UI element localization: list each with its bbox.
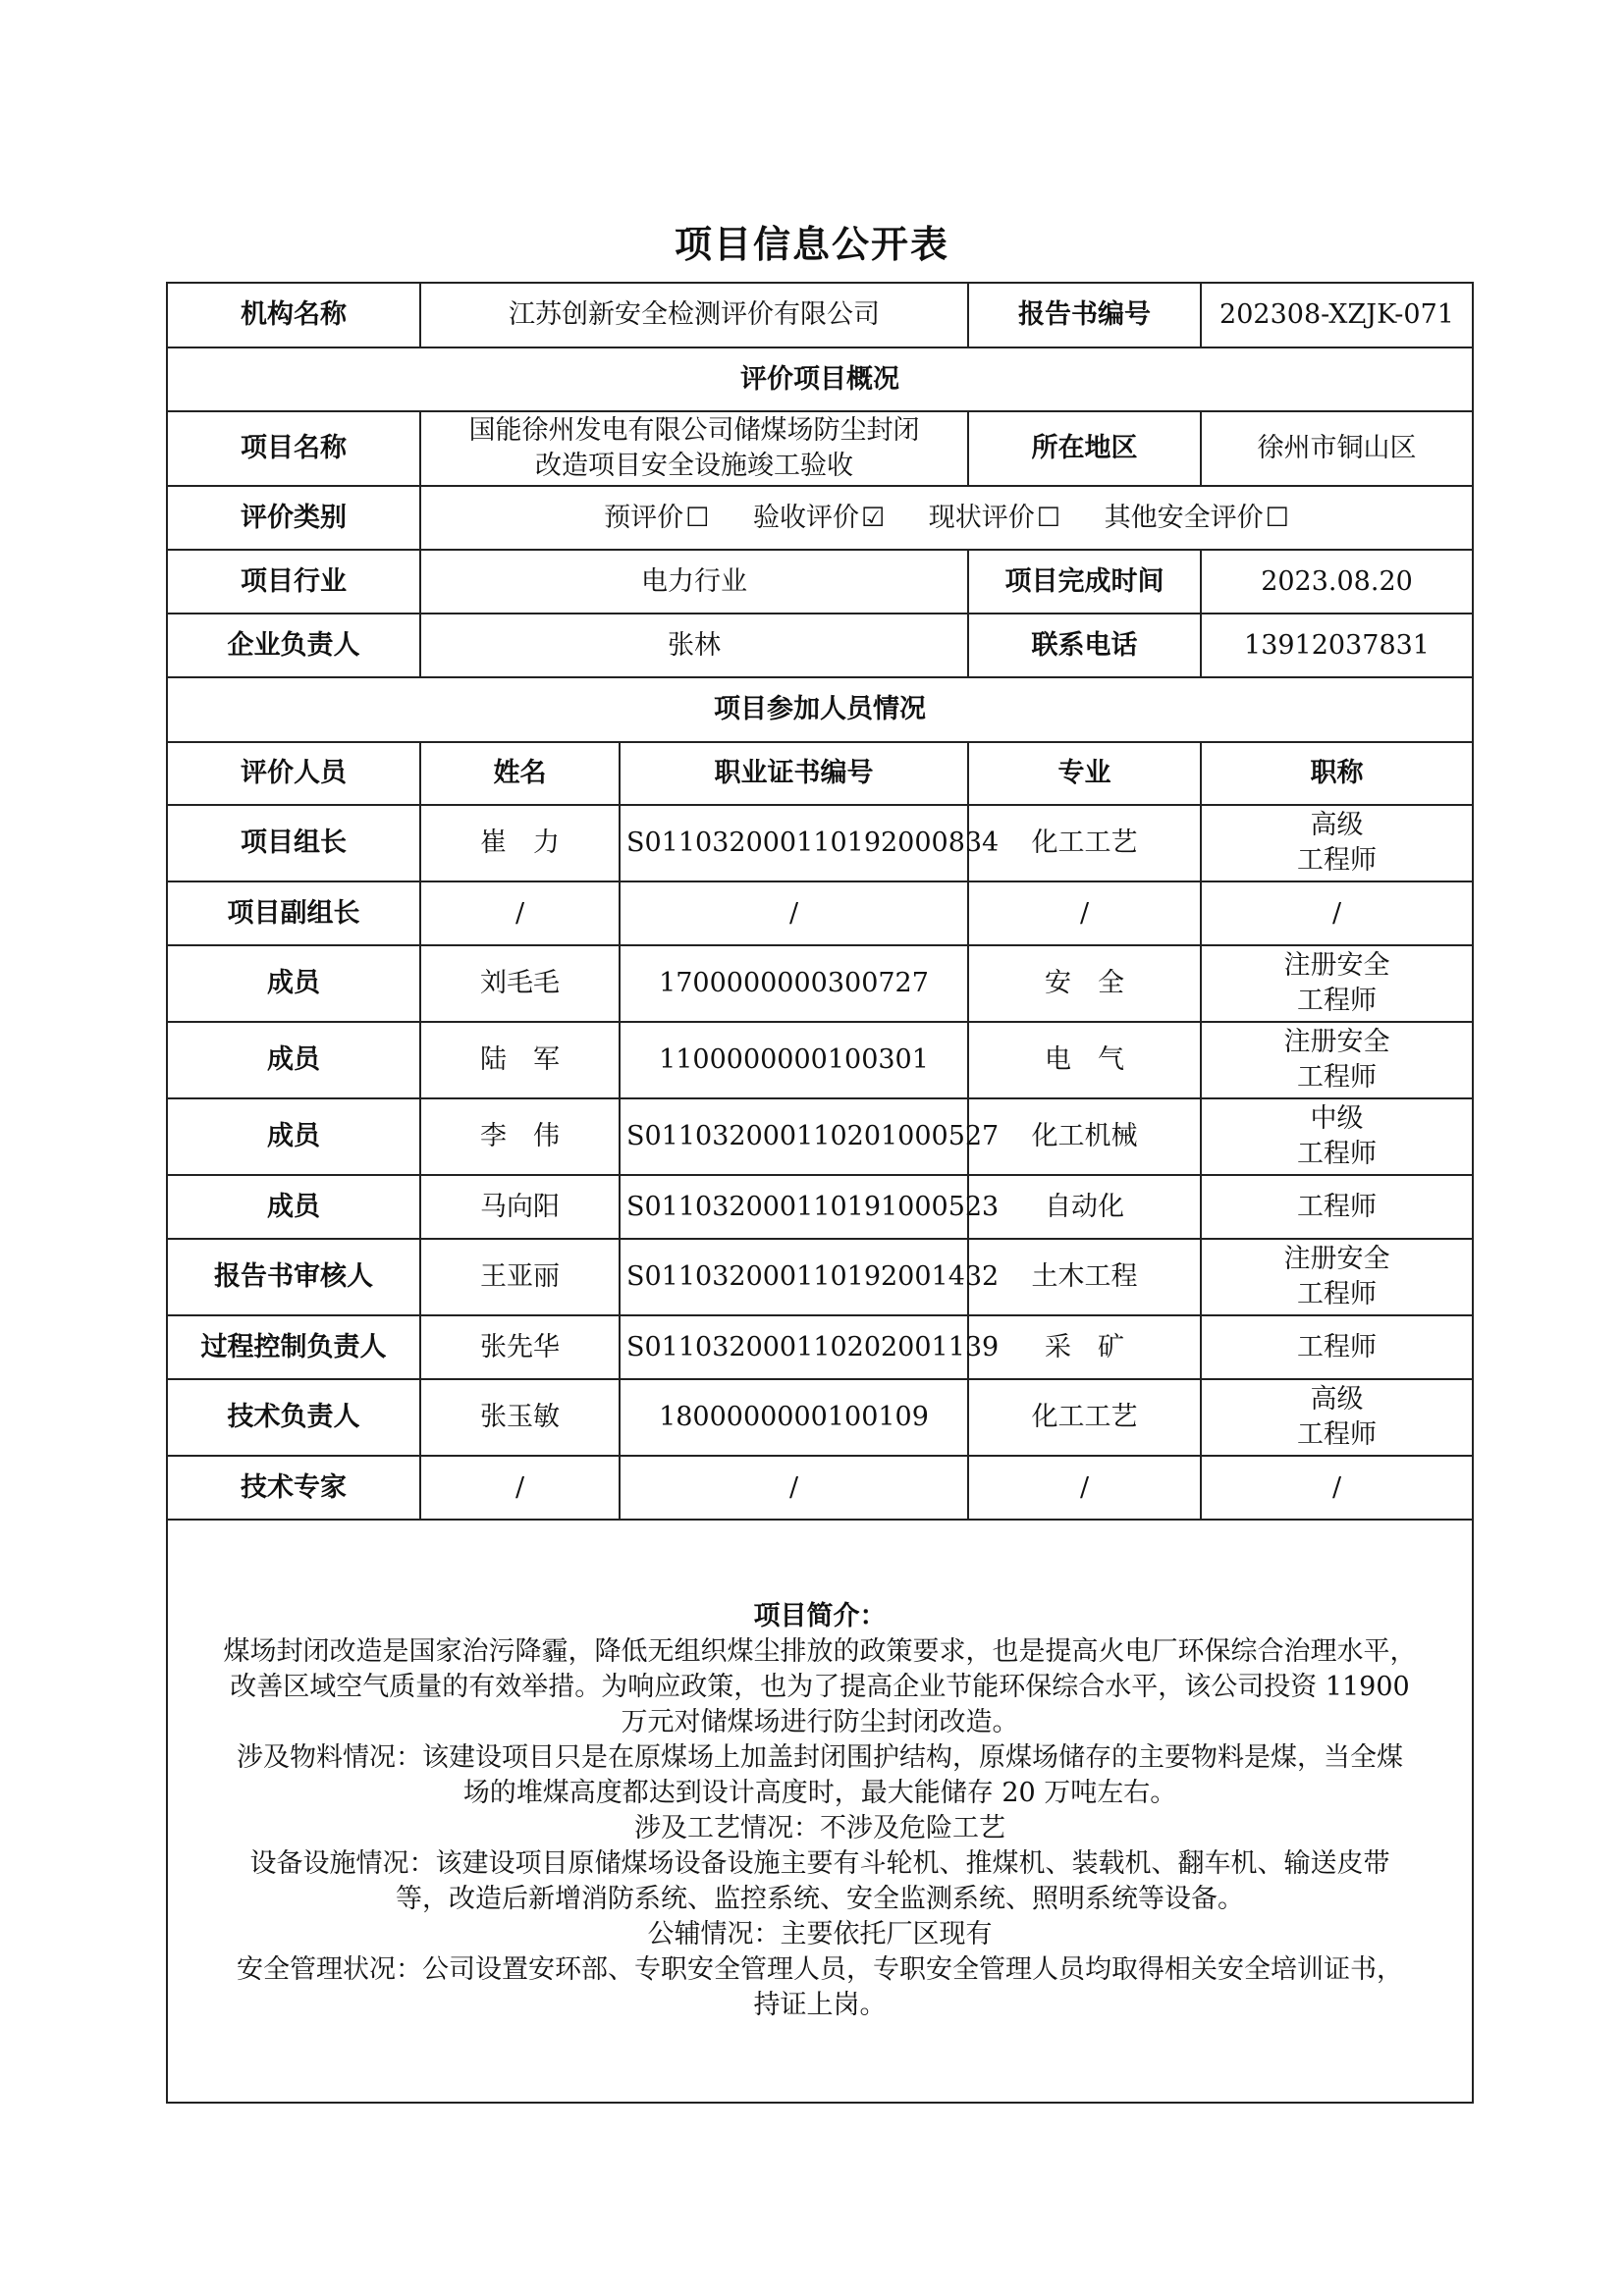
role-cell: 项目组长 <box>167 805 420 881</box>
project-name-line-1: 国能徐州发电有限公司储煤场防尘封闭 <box>468 415 920 446</box>
leader-value: 张林 <box>420 614 968 677</box>
checked-box-icon: ☑ <box>860 502 886 533</box>
title-line-2: 工程师 <box>1297 1062 1377 1093</box>
cert-cell: / <box>620 1456 968 1520</box>
intro-line: 场的堆煤高度都达到设计高度时，最大能储存 20 万吨左右。 <box>462 1778 1177 1808</box>
title-line-1: / <box>1331 1471 1342 1503</box>
overview-header: 评价项目概况 <box>167 347 1473 411</box>
major-cell: 化工工艺 <box>968 805 1201 881</box>
name-cell: 陆 军 <box>420 1022 620 1098</box>
category-status-eval <box>929 503 1060 533</box>
completion-value: 2023.08.20 <box>1201 550 1473 614</box>
title-line-1: 注册安全 <box>1283 1244 1390 1274</box>
leader-label: 企业负责人 <box>167 614 420 677</box>
project-name-label: 项目名称 <box>167 411 420 486</box>
role-cell: 技术专家 <box>167 1456 420 1520</box>
title-line-1: / <box>1331 897 1342 929</box>
name-cell: / <box>420 881 620 945</box>
table-row <box>167 1022 1473 1098</box>
major-cell: 电 气 <box>968 1022 1201 1098</box>
cert-cell: S011032000110202001139 <box>620 1315 968 1379</box>
category-other-eval <box>1105 503 1289 533</box>
phone-value: 13912037831 <box>1201 614 1473 677</box>
title-cell <box>1201 1098 1473 1175</box>
title-cell <box>1201 1022 1473 1098</box>
table-row <box>167 1239 1473 1315</box>
intro-line: 涉及工艺情况：不涉及危险工艺 <box>634 1813 1005 1843</box>
column-header-cert: 职业证书编号 <box>620 742 968 805</box>
name-cell: 王亚丽 <box>420 1239 620 1315</box>
cert-cell: 1100000000100301 <box>620 1022 968 1098</box>
name-cell: 张玉敏 <box>420 1379 620 1456</box>
major-cell: 采 矿 <box>968 1315 1201 1379</box>
intro-paragraph <box>174 1811 1466 1846</box>
title-line-1: 高级 <box>1310 1384 1364 1415</box>
intro-line: 等，改造后新增消防系统、监控系统、安全监测系统、照明系统等设备。 <box>396 1884 1244 1914</box>
intro-line: 持证上岗。 <box>753 1990 887 2020</box>
role-cell: 成员 <box>167 945 420 1022</box>
intro-paragraph <box>174 1917 1466 1952</box>
category-options <box>420 486 1473 550</box>
intro-paragraph <box>174 1634 1466 1740</box>
table-row <box>167 1456 1473 1520</box>
column-header-name: 姓名 <box>420 742 620 805</box>
major-cell: 安 全 <box>968 945 1201 1022</box>
cert-cell: S011032000110192000834 <box>620 805 968 881</box>
intro-line: 公辅情况：主要依托厂区现有 <box>647 1919 993 1949</box>
intro-line: 煤场封闭改造是国家治污降霾，降低无组织煤尘排放的政策要求，也是提高火电厂环保综合治理水平， <box>223 1636 1417 1667</box>
phone-label: 联系电话 <box>968 614 1201 677</box>
major-cell: 化工工艺 <box>968 1379 1201 1456</box>
org-value: 江苏创新安全检测评价有限公司 <box>420 283 968 347</box>
column-header-title: 职称 <box>1201 742 1473 805</box>
intro-paragraph <box>174 1740 1466 1811</box>
title-line-2: 工程师 <box>1297 845 1377 876</box>
table-row <box>167 1315 1473 1379</box>
title-line-1: 中级 <box>1310 1103 1364 1134</box>
major-cell: 化工机械 <box>968 1098 1201 1175</box>
name-cell: 马向阳 <box>420 1175 620 1239</box>
category-pre-eval-label: 预评价 <box>604 502 684 533</box>
table-row <box>167 881 1473 945</box>
role-cell: 项目副组长 <box>167 881 420 945</box>
title-cell <box>1201 1456 1473 1520</box>
table-row <box>167 1098 1473 1175</box>
cert-cell: S011032000110192001432 <box>620 1239 968 1315</box>
title-line-1: 注册安全 <box>1283 950 1390 981</box>
cert-cell: 1700000000300727 <box>620 945 968 1022</box>
title-cell <box>1201 1315 1473 1379</box>
region-value: 徐州市铜山区 <box>1201 411 1473 486</box>
title-line-2: 工程师 <box>1297 1279 1377 1309</box>
intro-paragraph <box>174 1952 1466 2023</box>
report-no-value: 202308-XZJK-071 <box>1201 283 1473 347</box>
category-other-eval-label: 其他安全评价 <box>1104 502 1264 533</box>
major-cell: / <box>968 881 1201 945</box>
role-cell: 报告书审核人 <box>167 1239 420 1315</box>
personnel-columns-row <box>167 742 1473 805</box>
intro-heading: 项目简介： <box>753 1601 887 1631</box>
table-row <box>167 945 1473 1022</box>
column-header-major: 专业 <box>968 742 1201 805</box>
personnel-header: 项目参加人员情况 <box>167 677 1473 742</box>
category-pre-eval <box>604 503 709 533</box>
leader-row <box>167 614 1473 677</box>
project-intro <box>167 1520 1473 2103</box>
cert-cell: / <box>620 881 968 945</box>
title-cell <box>1201 1175 1473 1239</box>
major-cell: 自动化 <box>968 1175 1201 1239</box>
region-label: 所在地区 <box>968 411 1201 486</box>
unchecked-box-icon: ☐ <box>685 502 710 533</box>
role-cell: 成员 <box>167 1175 420 1239</box>
major-cell: / <box>968 1456 1201 1520</box>
name-cell: 刘毛毛 <box>420 945 620 1022</box>
table-row <box>167 1175 1473 1239</box>
category-acceptance-eval-label: 验收评价 <box>752 502 859 533</box>
intro-line: 涉及物料情况：该建设项目只是在原煤场上加盖封闭围护结构，原煤场储存的主要物料是煤，当全煤 <box>237 1742 1403 1773</box>
category-acceptance-eval <box>753 503 885 533</box>
table-row <box>167 1379 1473 1456</box>
title-line-1: 工程师 <box>1297 1191 1377 1222</box>
industry-value: 电力行业 <box>420 550 968 614</box>
intro-line: 设备设施情况：该建设项目原储煤场设备设施主要有斗轮机、推煤机、装载机、翻车机、输送皮带 <box>249 1848 1390 1879</box>
report-no-label: 报告书编号 <box>968 283 1201 347</box>
role-cell: 成员 <box>167 1098 420 1175</box>
page-title: 项目信息公开表 <box>674 222 949 266</box>
intro-line: 改善区域空气质量的有效举措。为响应政策，也为了提高企业节能环保综合水平，该公司投资 11900 <box>230 1672 1410 1702</box>
name-cell: 李 伟 <box>420 1098 620 1175</box>
project-name-line-2: 改造项目安全设施竣工验收 <box>535 451 853 481</box>
intro-row <box>167 1520 1473 2103</box>
info-table <box>166 282 1474 2104</box>
role-cell: 成员 <box>167 1022 420 1098</box>
project-name-value <box>420 411 968 486</box>
title-line-2: 工程师 <box>1297 1419 1377 1450</box>
role-cell: 过程控制负责人 <box>167 1315 420 1379</box>
unchecked-box-icon: ☐ <box>1036 502 1061 533</box>
title-cell <box>1201 805 1473 881</box>
name-cell: 张先华 <box>420 1315 620 1379</box>
title-line-1: 工程师 <box>1297 1331 1377 1362</box>
intro-line: 安全管理状况：公司设置安环部、专职安全管理人员，专职安全管理人员均取得相关安全培训证书， <box>237 1954 1403 1985</box>
industry-row <box>167 550 1473 614</box>
org-label: 机构名称 <box>167 283 420 347</box>
title-line-2: 工程师 <box>1297 1139 1377 1169</box>
completion-label: 项目完成时间 <box>968 550 1201 614</box>
unchecked-box-icon: ☐ <box>1265 502 1289 533</box>
title-line-1: 注册安全 <box>1283 1027 1390 1057</box>
title-line-1: 高级 <box>1310 810 1364 840</box>
cert-cell: 1800000000100109 <box>620 1379 968 1456</box>
column-header-role: 评价人员 <box>167 742 420 805</box>
title-line-2: 工程师 <box>1297 986 1377 1016</box>
title-cell <box>1201 945 1473 1022</box>
intro-paragraph <box>174 1846 1466 1917</box>
org-row <box>167 283 1473 347</box>
title-cell <box>1201 881 1473 945</box>
major-cell: 土木工程 <box>968 1239 1201 1315</box>
table-row <box>167 805 1473 881</box>
name-cell: 崔 力 <box>420 805 620 881</box>
cert-cell: S011032000110201000527 <box>620 1098 968 1175</box>
category-label: 评价类别 <box>167 486 420 550</box>
title-cell <box>1201 1379 1473 1456</box>
personnel-header-row <box>167 677 1473 742</box>
title-cell <box>1201 1239 1473 1315</box>
role-cell: 技术负责人 <box>167 1379 420 1456</box>
category-status-eval-label: 现状评价 <box>928 502 1035 533</box>
intro-line: 万元对储煤场进行防尘封闭改造。 <box>621 1707 1019 1737</box>
name-cell: / <box>420 1456 620 1520</box>
project-name-row <box>167 411 1473 486</box>
category-row <box>167 486 1473 550</box>
overview-header-row <box>167 347 1473 411</box>
cert-cell: S011032000110191000523 <box>620 1175 968 1239</box>
industry-label: 项目行业 <box>167 550 420 614</box>
